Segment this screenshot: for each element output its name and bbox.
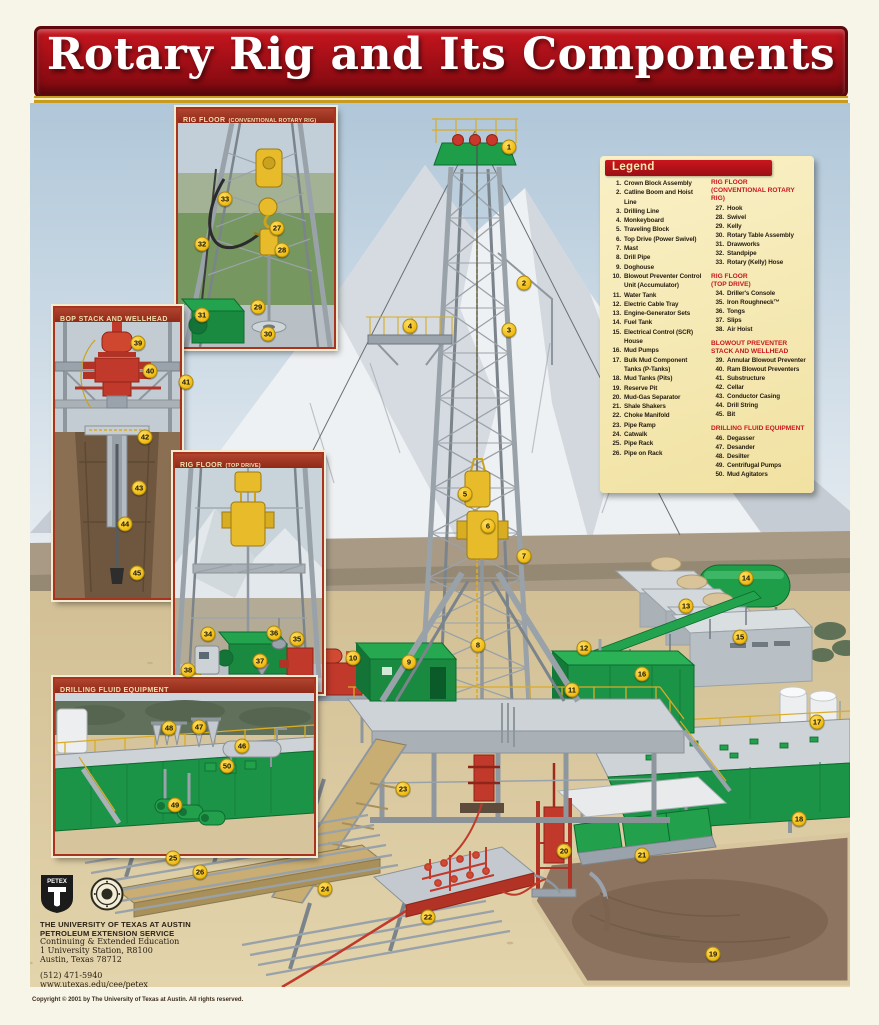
legend-item-47: 47. Desander	[715, 443, 755, 451]
legend-item-37: 37. Slips	[715, 317, 742, 325]
component-marker-44: 44	[118, 517, 133, 532]
legend-item-8: 8. Drill Pipe	[615, 254, 651, 262]
university-seal-icon	[90, 877, 124, 911]
component-marker-4: 4	[403, 319, 418, 334]
copyright-line: Copyright © 2001 by The University of Texas at Austin. All rights reserved.	[32, 997, 244, 1003]
component-marker-39: 39	[131, 336, 146, 351]
legend-item-34: 34. Driller's Console	[715, 290, 776, 298]
legend-item-50: 50. Mud Agitators	[715, 470, 768, 478]
component-marker-24: 24	[318, 882, 333, 897]
legend-item-29: 29. Kelly	[715, 222, 742, 230]
legend-item-3: 3. Drilling Line	[615, 207, 660, 215]
legend-item-4: 4. Monkeyboard	[615, 217, 664, 225]
component-marker-38: 38	[181, 663, 196, 678]
legend-section-subheader: (CONVENTIONAL ROTARY RIG)	[711, 187, 795, 203]
legend-section-subheader: (TOP DRIVE)	[711, 280, 751, 288]
legend-section	[711, 425, 808, 478]
component-marker-20: 20	[557, 844, 572, 859]
legend-item-19: 19. Reserve Pit	[612, 384, 658, 392]
component-marker-50: 50	[220, 759, 235, 774]
legend-item-45: 45. Bit	[715, 411, 736, 419]
inset-bop-stack	[53, 306, 182, 600]
component-marker-5: 5	[458, 487, 473, 502]
component-marker-45: 45	[130, 566, 145, 581]
legend-col-sections	[711, 179, 808, 485]
inset-label: BOP STACK AND WELLHEAD	[60, 316, 168, 322]
component-marker-47: 47	[192, 720, 207, 735]
legend-item-26: 26. Pipe on Rack	[612, 449, 663, 457]
legend-item-43: 43. Conductor Casing	[715, 393, 780, 401]
title-banner	[34, 26, 848, 98]
inset-label: RIG FLOOR	[183, 117, 226, 123]
component-marker-33: 33	[218, 192, 233, 207]
inset-sublabel: (CONVENTIONAL ROTARY RIG)	[228, 118, 317, 123]
component-marker-8: 8	[471, 638, 486, 653]
inset-topdrive-drawing	[175, 468, 322, 692]
legend-item-27: 27. Hook	[715, 204, 743, 212]
legend-item-36: 36. Tongs	[715, 308, 745, 316]
component-marker-23: 23	[396, 782, 411, 797]
legend-item-10: 10. Blowout Preventer Control Unit (Accumulator)	[612, 272, 702, 290]
component-marker-48: 48	[162, 721, 177, 736]
legend-item-28: 28. Swivel	[715, 213, 747, 221]
inset-label: DRILLING FLUID EQUIPMENT	[60, 687, 169, 693]
component-marker-12: 12	[577, 641, 592, 656]
publisher-phone: (512) 471-5940	[40, 970, 103, 980]
legend-item-39: 39. Annular Blowout Preventer	[715, 357, 806, 365]
legend-section-header: RIG FLOOR	[711, 272, 748, 280]
legend-item-32: 32. Standpipe	[715, 249, 757, 257]
legend-item-1: 1. Crown Block Assembly	[615, 180, 692, 187]
component-marker-13: 13	[679, 599, 694, 614]
legend-item-16: 16. Mud Pumps	[612, 347, 659, 355]
legend-item-6: 6. Top Drive (Power Swivel)	[615, 235, 697, 243]
legend-title: Legend	[605, 160, 772, 176]
legend-item-12: 12. Electric Cable Tray	[612, 300, 679, 308]
legend-panel	[600, 156, 814, 493]
legend-item-40: 40. Ram Blowout Preventers	[715, 366, 800, 374]
doghouse	[356, 643, 456, 701]
component-marker-37: 37	[253, 654, 268, 669]
component-marker-32: 32	[195, 237, 210, 252]
component-marker-35: 35	[290, 632, 305, 647]
publisher-name-line1: THE UNIVERSITY OF TEXAS AT AUSTIN	[40, 920, 191, 929]
legend-item-15: 15. Electrical Control (SCR) House	[612, 328, 693, 346]
inset-label-banner	[178, 109, 334, 123]
component-marker-31: 31	[195, 308, 210, 323]
component-marker-27: 27	[270, 221, 285, 236]
petex-logo	[40, 874, 74, 914]
legend-item-2: 2. Catline Boom and Hoist Line	[615, 189, 693, 206]
inset-label-banner	[55, 679, 314, 693]
publisher-address2: Austin, Texas 78712	[40, 955, 122, 964]
inset-rig-floor-top-drive	[173, 452, 324, 694]
legend-section-header: DRILLING FLUID EQUIPMENT	[711, 425, 805, 433]
legend-item-30: 30. Rotary Table Assembly	[715, 231, 794, 239]
component-marker-30: 30	[261, 327, 276, 342]
component-marker-29: 29	[251, 300, 266, 315]
component-marker-6: 6	[481, 519, 496, 534]
component-marker-7: 7	[517, 549, 532, 564]
legend-item-21: 21. Shale Shakers	[612, 403, 666, 411]
legend-item-42: 42. Cellar	[715, 384, 744, 392]
inset-label-banner	[175, 454, 322, 468]
legend-item-23: 23. Pipe Ramp	[612, 421, 656, 429]
component-marker-46: 46	[235, 739, 250, 754]
publisher-block	[40, 874, 230, 989]
petex-logo-text: PETEX	[47, 879, 67, 885]
legend-section-header: BLOWOUT PREVENTER STACK AND WELLHEAD	[711, 340, 789, 356]
inset-fluid-drawing	[55, 693, 314, 854]
component-marker-49: 49	[168, 798, 183, 813]
legend-item-9: 9. Doghouse	[615, 263, 654, 271]
inset-bop-drawing	[55, 322, 180, 598]
legend-section-header: RIG FLOOR	[711, 179, 748, 186]
legend-item-41: 41. Substructure	[715, 375, 765, 383]
component-marker-22: 22	[421, 910, 436, 925]
component-marker-21: 21	[635, 848, 650, 863]
publisher-address1: 1 University Station, R8100	[40, 946, 153, 956]
component-marker-43: 43	[132, 481, 147, 496]
component-marker-36: 36	[267, 626, 282, 641]
inset-label: RIG FLOOR	[180, 462, 223, 468]
legend-item-17: 17. Bulk Mud Component Tanks (P-Tanks)	[612, 356, 688, 373]
component-marker-1: 1	[502, 140, 517, 155]
component-marker-2: 2	[517, 276, 532, 291]
component-marker-9: 9	[402, 655, 417, 670]
component-marker-14: 14	[739, 571, 754, 586]
component-marker-42: 42	[138, 430, 153, 445]
legend-item-31: 31. Drawworks	[715, 240, 760, 248]
legend-item-11: 11. Water Tank	[612, 291, 657, 299]
poster-title: Rotary Rig and Its Components	[46, 29, 836, 80]
legend-item-13: 13. Engine-Generator Sets	[612, 310, 691, 318]
publisher-name-line2: PETROLEUM EXTENSION SERVICE	[40, 929, 175, 939]
component-marker-11: 11	[565, 683, 580, 698]
legend-section	[711, 340, 808, 419]
component-marker-40: 40	[143, 364, 158, 379]
inset-label-banner	[55, 308, 180, 322]
component-marker-28: 28	[275, 243, 290, 258]
legend-item-33: 33. Rotary (Kelly) Hose	[715, 258, 784, 266]
legend-col-main	[608, 179, 705, 485]
component-marker-34: 34	[201, 627, 216, 642]
legend-section	[711, 179, 808, 267]
inset-sublabel: (TOP DRIVE)	[225, 463, 261, 468]
component-marker-15: 15	[733, 630, 748, 645]
legend-item-24: 24. Catwalk	[612, 431, 648, 439]
component-marker-18: 18	[792, 812, 807, 827]
legend-item-7: 7. Mast	[615, 245, 638, 253]
component-marker-26: 26	[193, 865, 208, 880]
legend-item-38: 38. Air Hoist	[715, 326, 753, 334]
component-marker-25: 25	[166, 851, 181, 866]
legend-section	[711, 273, 808, 334]
legend-item-46: 46. Degasser	[715, 434, 755, 442]
inset-rig-floor-conventional	[176, 107, 336, 349]
publisher-website: www.utexas.edu/cee/petex	[40, 979, 148, 989]
legend-item-35: 35. Iron Roughneck™	[715, 299, 780, 307]
legend-item-20: 20. Mud-Gas Separator	[612, 393, 681, 401]
legend-item-14: 14. Fuel Tank	[612, 319, 653, 327]
component-marker-41: 41	[179, 375, 194, 390]
component-marker-17: 17	[810, 715, 825, 730]
legend-item-22: 22. Choke Manifold	[612, 412, 670, 420]
gold-divider	[34, 96, 848, 103]
legend-item-5: 5. Traveling Block	[615, 226, 670, 234]
inset-drilling-fluid-equipment	[53, 677, 316, 856]
component-marker-3: 3	[502, 323, 517, 338]
legend-item-48: 48. Desilter	[715, 452, 750, 460]
component-marker-10: 10	[346, 651, 361, 666]
legend-item-25: 25. Pipe Rack	[612, 440, 654, 448]
publisher-dept: Continuing & Extended Education	[40, 937, 180, 947]
legend-item-18: 18. Mud Tanks (Pits)	[612, 375, 673, 383]
component-marker-16: 16	[635, 667, 650, 682]
component-marker-19: 19	[706, 947, 721, 962]
legend-item-49: 49. Centrifugal Pumps	[715, 461, 782, 469]
legend-item-44: 44. Drill String	[715, 402, 758, 410]
inset-conventional-drawing	[178, 123, 334, 347]
